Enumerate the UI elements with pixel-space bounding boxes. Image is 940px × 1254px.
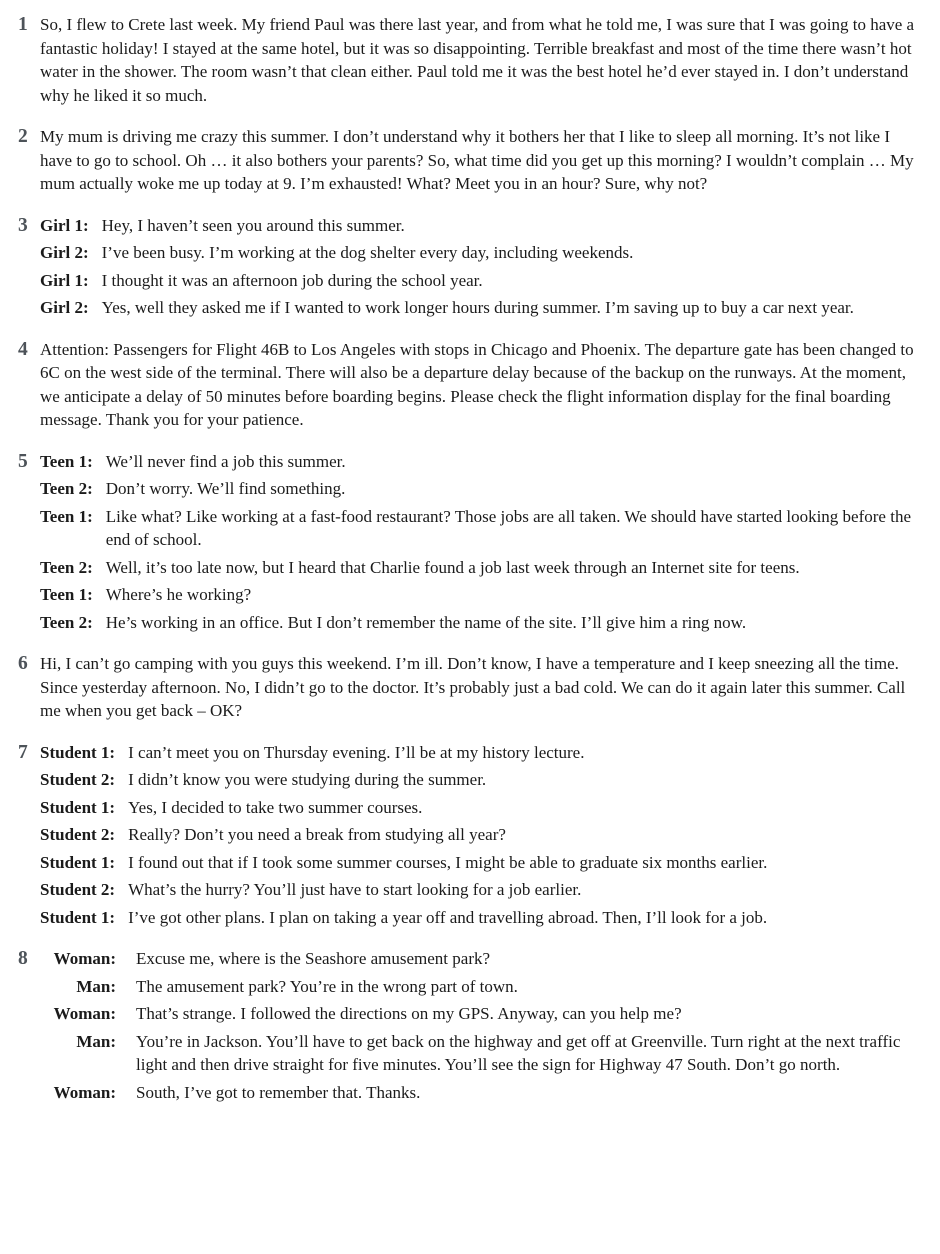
item-number: 5 <box>18 450 28 472</box>
transcript-item <box>18 741 924 930</box>
dialogue-turn <box>40 296 924 320</box>
item-number: 1 <box>18 14 28 35</box>
turn-text: Yes, well they asked me if I wanted to work longer hours during summer. I’m saving up to buy a car next year. <box>101 298 854 317</box>
turn-text: I can’t meet you on Thursday evening. I’ll be at my history lecture. <box>128 742 585 762</box>
turn-text: He’s working in an office. But I don’t remember the name of the site. I’ll give him a ring now. <box>105 612 747 632</box>
dialogue-turn <box>40 1002 924 1026</box>
turn-text: Well, it’s too late now, but I heard that Charlie found a job last week through an Internet site for teens. <box>105 557 800 577</box>
turn-text: Yes, I decided to take two summer courses. <box>128 797 423 817</box>
paragraph-text: Attention: Passengers for Flight 46B to Los Angeles with stops in Chicago and Phoenix. The departure gate has been changed to 6C on the west side of the terminal. There will also be a departure delay because of the backup on the runways. At the moment, we anticipate a delay of 50 minutes before boarding begins. Please check the flight information display for the final boarding message. Thank you for your patience. <box>40 339 914 429</box>
dialogue-turn <box>40 583 924 607</box>
item-number: 3 <box>18 214 28 236</box>
speaker-label: Girl 1: <box>40 215 89 235</box>
dialogue-turn <box>40 741 924 765</box>
turn-text: I didn’t know you were studying during the summer. <box>128 770 487 789</box>
speaker-label: Student 1: <box>40 852 116 872</box>
turn-text: I thought it was an afternoon job during the school year. <box>101 270 483 290</box>
item-body <box>40 450 924 635</box>
dialogue-turn <box>40 214 924 238</box>
turn-text: Really? Don’t you need a break from studying all year? <box>128 825 506 844</box>
transcript-item <box>18 338 924 432</box>
transcript-item <box>18 450 924 635</box>
item-body <box>40 947 924 1104</box>
speaker-label: Girl 1: <box>40 270 89 290</box>
dialogue-turn <box>40 947 924 971</box>
turn-text: We’ll never find a job this summer. <box>105 451 346 471</box>
dialogue-turn <box>40 1030 924 1077</box>
speaker-label: Student 2: <box>40 825 116 844</box>
paragraph-text: My mum is driving me crazy this summer. I don’t understand why it bothers her that I like to sleep all morning. It’s not like I have to go to school. Oh … it also bothers your parents? So, what time did you get up this morning? I wouldn’t complain … My mum actually woke me up today at 9. I’m exhausted! What? Meet you in an hour? Sure, why not? <box>40 127 914 193</box>
turn-text: Like what? Like working at a fast-food restaurant? Those jobs are all taken. We should have started looking before the end of school. <box>105 506 911 549</box>
speaker-label: Teen 1: <box>40 585 93 604</box>
dialogue-turn <box>40 269 924 293</box>
transcript-item <box>18 214 924 320</box>
item-number: 4 <box>18 338 28 360</box>
item-body <box>40 214 924 320</box>
transcript-item <box>18 947 924 1104</box>
speaker-label: Man: <box>76 1031 116 1051</box>
item-number: 7 <box>18 741 28 763</box>
dialogue-turn <box>40 851 924 875</box>
turn-text: The amusement park? You’re in the wrong part of town. <box>136 976 518 996</box>
dialogue-turn <box>40 477 924 501</box>
speaker-label: Student 1: <box>40 797 116 817</box>
dialogue-turn <box>40 768 924 792</box>
turn-text: What’s the hurry? You’ll just have to start looking for a job earlier. <box>128 880 582 899</box>
speaker-label: Teen 1: <box>40 506 93 526</box>
paragraph-text: Hi, I can’t go camping with you guys this weekend. I’m ill. Don’t know, I have a temperature and I keep sneezing all the time. Since yesterday afternoon. No, I didn’t go to the doctor. It’s probably just a bad cold. We can do it again later this summer. Call me when you get back – OK? <box>40 654 906 720</box>
speaker-label: Woman: <box>53 949 116 968</box>
speaker-label: Teen 2: <box>40 612 93 632</box>
turn-text: I’ve got other plans. I plan on taking a year off and travelling abroad. Then, I’ll look for a job. <box>128 907 768 927</box>
dialogue-turn <box>40 556 924 580</box>
transcript-item <box>18 125 924 196</box>
dialogue-turn <box>40 1081 924 1105</box>
item-number: 2 <box>18 126 28 147</box>
paragraph-text: So, I flew to Crete last week. My friend Paul was there last year, and from what he told me, I was sure that I was going to have a fantastic holiday! I stayed at the same hotel, but it was so disappointing. Terrible breakfast and most of the time there wasn’t hot water in the shower. The room wasn’t that clean either. Paul told me it was the best hotel he’d ever stayed in. I don’t understand why he liked it so much. <box>40 15 915 105</box>
turn-text: Where’s he working? <box>105 585 252 604</box>
item-body <box>40 652 924 723</box>
turn-text: South, I’ve got to remember that. Thanks. <box>136 1082 421 1102</box>
transcript-item <box>18 652 924 723</box>
speaker-label: Man: <box>76 976 116 996</box>
dialogue-turn <box>40 823 924 847</box>
turn-text: You’re in Jackson. You’ll have to get back on the highway and get off at Greenville. Turn right at the next traffic light and then drive straight for five minutes. You’ll see the sign for Highway 47 South. Don’t go north. <box>136 1031 901 1074</box>
item-body <box>40 13 924 107</box>
turn-text: That’s strange. I followed the directions on my GPS. Anyway, can you help me? <box>136 1004 682 1023</box>
turn-text: Hey, I haven’t seen you around this summer. <box>101 215 405 235</box>
speaker-label: Teen 2: <box>40 557 93 577</box>
speaker-label: Student 1: <box>40 907 116 927</box>
dialogue-turn <box>40 611 924 635</box>
speaker-label: Girl 2: <box>40 298 89 317</box>
speaker-label: Woman: <box>53 1082 116 1102</box>
dialogue-turn <box>40 505 924 552</box>
dialogue-turn <box>40 450 924 474</box>
transcript-item <box>18 13 924 107</box>
item-body <box>40 741 924 930</box>
turn-text: Excuse me, where is the Seashore amusement park? <box>136 949 491 968</box>
item-number: 8 <box>18 948 28 969</box>
item-body <box>40 338 924 432</box>
dialogue-turn <box>40 878 924 902</box>
turn-text: I found out that if I took some summer courses, I might be able to graduate six months earlier. <box>128 852 768 872</box>
speaker-label: Student 2: <box>40 770 116 789</box>
item-body <box>40 125 924 196</box>
speaker-label: Student 2: <box>40 880 116 899</box>
item-number: 6 <box>18 653 28 674</box>
speaker-label: Teen 2: <box>40 479 93 498</box>
dialogue-turn <box>40 975 924 999</box>
speaker-label: Girl 2: <box>40 243 89 262</box>
dialogue-turn <box>40 796 924 820</box>
transcript-list <box>18 13 924 1104</box>
speaker-label: Woman: <box>53 1004 116 1023</box>
dialogue-turn <box>40 906 924 930</box>
turn-text: Don’t worry. We’ll find something. <box>105 479 346 498</box>
speaker-label: Student 1: <box>40 742 116 762</box>
speaker-label: Teen 1: <box>40 451 93 471</box>
turn-text: I’ve been busy. I’m working at the dog shelter every day, including weekends. <box>101 243 634 262</box>
dialogue-turn <box>40 241 924 265</box>
